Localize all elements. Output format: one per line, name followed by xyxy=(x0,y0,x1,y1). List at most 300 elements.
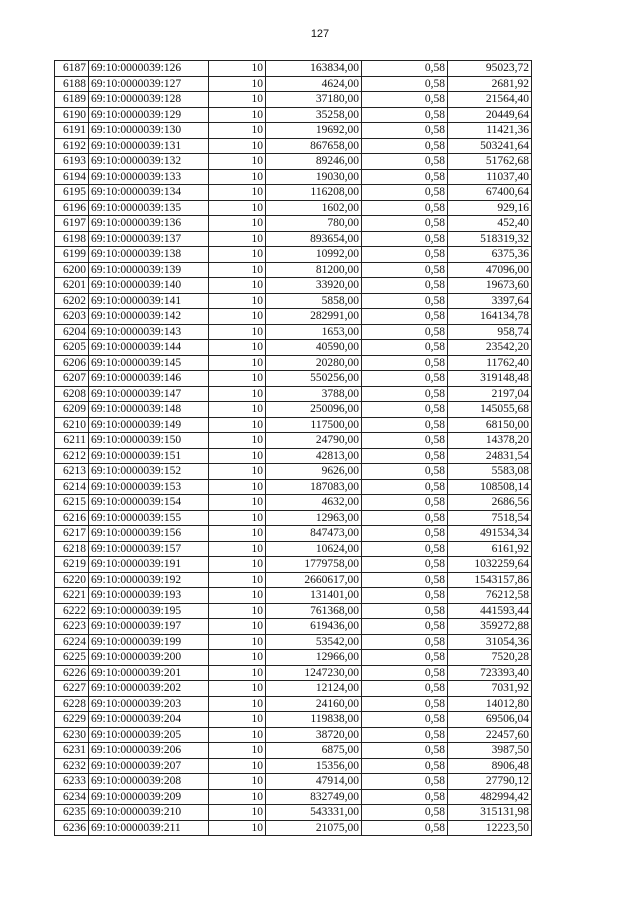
area-cell: 867658,00 xyxy=(266,138,362,154)
category-cell: 10 xyxy=(209,154,266,170)
area-cell: 12124,00 xyxy=(266,681,362,697)
rate-cell: 0,58 xyxy=(362,774,448,790)
rate-cell: 0,58 xyxy=(362,185,448,201)
amount-cell: 19673,60 xyxy=(448,278,532,294)
rate-cell: 0,58 xyxy=(362,200,448,216)
cadastral-number-cell: 69:10:0000039:137 xyxy=(89,231,209,247)
area-cell: 4624,00 xyxy=(266,76,362,92)
category-cell: 10 xyxy=(209,820,266,836)
category-cell: 10 xyxy=(209,789,266,805)
row-index-cell: 6226 xyxy=(55,665,89,681)
cadastral-number-cell: 69:10:0000039:139 xyxy=(89,262,209,278)
rate-cell: 0,58 xyxy=(362,650,448,666)
category-cell: 10 xyxy=(209,293,266,309)
area-cell: 250096,00 xyxy=(266,402,362,418)
cadastral-number-cell: 69:10:0000039:156 xyxy=(89,526,209,542)
row-index-cell: 6213 xyxy=(55,464,89,480)
rate-cell: 0,58 xyxy=(362,169,448,185)
area-cell: 21075,00 xyxy=(266,820,362,836)
category-cell: 10 xyxy=(209,355,266,371)
category-cell: 10 xyxy=(209,123,266,139)
area-cell: 38720,00 xyxy=(266,727,362,743)
cadastral-number-cell: 69:10:0000039:127 xyxy=(89,76,209,92)
category-cell: 10 xyxy=(209,76,266,92)
area-cell: 10624,00 xyxy=(266,541,362,557)
category-cell: 10 xyxy=(209,340,266,356)
amount-cell: 3397,64 xyxy=(448,293,532,309)
area-cell: 187083,00 xyxy=(266,479,362,495)
rate-cell: 0,58 xyxy=(362,681,448,697)
category-cell: 10 xyxy=(209,712,266,728)
area-cell: 3788,00 xyxy=(266,386,362,402)
category-cell: 10 xyxy=(209,278,266,294)
row-index-cell: 6205 xyxy=(55,340,89,356)
amount-cell: 2197,04 xyxy=(448,386,532,402)
cadastral-number-cell: 69:10:0000039:201 xyxy=(89,665,209,681)
cadastral-number-cell: 69:10:0000039:143 xyxy=(89,324,209,340)
row-index-cell: 6194 xyxy=(55,169,89,185)
category-cell: 10 xyxy=(209,324,266,340)
area-cell: 19692,00 xyxy=(266,123,362,139)
amount-cell: 11037,40 xyxy=(448,169,532,185)
table-row xyxy=(55,572,532,588)
category-cell: 10 xyxy=(209,758,266,774)
rate-cell: 0,58 xyxy=(362,262,448,278)
area-cell: 5858,00 xyxy=(266,293,362,309)
cadastral-number-cell: 69:10:0000039:134 xyxy=(89,185,209,201)
row-index-cell: 6224 xyxy=(55,634,89,650)
rate-cell: 0,58 xyxy=(362,216,448,232)
amount-cell: 21564,40 xyxy=(448,92,532,108)
table-row xyxy=(55,743,532,759)
cadastral-number-cell: 69:10:0000039:140 xyxy=(89,278,209,294)
amount-cell: 108508,14 xyxy=(448,479,532,495)
amount-cell: 76212,58 xyxy=(448,588,532,604)
area-cell: 832749,00 xyxy=(266,789,362,805)
cadastral-number-cell: 69:10:0000039:208 xyxy=(89,774,209,790)
amount-cell: 7031,92 xyxy=(448,681,532,697)
row-index-cell: 6187 xyxy=(55,61,89,77)
table-row xyxy=(55,309,532,325)
row-index-cell: 6212 xyxy=(55,448,89,464)
row-index-cell: 6222 xyxy=(55,603,89,619)
category-cell: 10 xyxy=(209,634,266,650)
row-index-cell: 6215 xyxy=(55,495,89,511)
rate-cell: 0,58 xyxy=(362,619,448,635)
cadastral-number-cell: 69:10:0000039:155 xyxy=(89,510,209,526)
amount-cell: 7518,54 xyxy=(448,510,532,526)
table-row xyxy=(55,495,532,511)
rate-cell: 0,58 xyxy=(362,712,448,728)
table-row xyxy=(55,727,532,743)
cadastral-number-cell: 69:10:0000039:141 xyxy=(89,293,209,309)
row-index-cell: 6192 xyxy=(55,138,89,154)
page-number: 127 xyxy=(310,28,330,40)
cadastral-number-cell: 69:10:0000039:192 xyxy=(89,572,209,588)
area-cell: 847473,00 xyxy=(266,526,362,542)
category-cell: 10 xyxy=(209,92,266,108)
area-cell: 40590,00 xyxy=(266,340,362,356)
area-cell: 81200,00 xyxy=(266,262,362,278)
category-cell: 10 xyxy=(209,603,266,619)
rate-cell: 0,58 xyxy=(362,758,448,774)
area-cell: 42813,00 xyxy=(266,448,362,464)
rate-cell: 0,58 xyxy=(362,541,448,557)
rate-cell: 0,58 xyxy=(362,526,448,542)
category-cell: 10 xyxy=(209,479,266,495)
amount-cell: 5583,08 xyxy=(448,464,532,480)
amount-cell: 145055,68 xyxy=(448,402,532,418)
rate-cell: 0,58 xyxy=(362,603,448,619)
area-cell: 282991,00 xyxy=(266,309,362,325)
row-index-cell: 6210 xyxy=(55,417,89,433)
table-row xyxy=(55,603,532,619)
table-row xyxy=(55,76,532,92)
category-cell: 10 xyxy=(209,371,266,387)
cadastral-number-cell: 69:10:0000039:132 xyxy=(89,154,209,170)
cadastral-number-cell: 69:10:0000039:153 xyxy=(89,479,209,495)
cadastral-number-cell: 69:10:0000039:133 xyxy=(89,169,209,185)
area-cell: 761368,00 xyxy=(266,603,362,619)
category-cell: 10 xyxy=(209,526,266,542)
category-cell: 10 xyxy=(209,495,266,511)
rate-cell: 0,58 xyxy=(362,510,448,526)
cadastral-number-cell: 69:10:0000039:204 xyxy=(89,712,209,728)
amount-cell: 2681,92 xyxy=(448,76,532,92)
area-cell: 6875,00 xyxy=(266,743,362,759)
area-cell: 893654,00 xyxy=(266,231,362,247)
rate-cell: 0,58 xyxy=(362,340,448,356)
rate-cell: 0,58 xyxy=(362,371,448,387)
category-cell: 10 xyxy=(209,417,266,433)
rate-cell: 0,58 xyxy=(362,433,448,449)
rate-cell: 0,58 xyxy=(362,92,448,108)
category-cell: 10 xyxy=(209,619,266,635)
cadastral-number-cell: 69:10:0000039:138 xyxy=(89,247,209,263)
rate-cell: 0,58 xyxy=(362,107,448,123)
cadastral-number-cell: 69:10:0000039:150 xyxy=(89,433,209,449)
amount-cell: 31054,36 xyxy=(448,634,532,650)
amount-cell: 6375,36 xyxy=(448,247,532,263)
table-row xyxy=(55,696,532,712)
table-row xyxy=(55,340,532,356)
table-row xyxy=(55,200,532,216)
amount-cell: 164134,78 xyxy=(448,309,532,325)
category-cell: 10 xyxy=(209,107,266,123)
rate-cell: 0,58 xyxy=(362,61,448,77)
table-row xyxy=(55,185,532,201)
amount-cell: 491534,34 xyxy=(448,526,532,542)
rate-cell: 0,58 xyxy=(362,247,448,263)
category-cell: 10 xyxy=(209,386,266,402)
table-row xyxy=(55,262,532,278)
category-cell: 10 xyxy=(209,247,266,263)
amount-cell: 69506,04 xyxy=(448,712,532,728)
category-cell: 10 xyxy=(209,696,266,712)
row-index-cell: 6206 xyxy=(55,355,89,371)
category-cell: 10 xyxy=(209,727,266,743)
amount-cell: 958,74 xyxy=(448,324,532,340)
row-index-cell: 6203 xyxy=(55,309,89,325)
category-cell: 10 xyxy=(209,448,266,464)
table-row xyxy=(55,278,532,294)
amount-cell: 51762,68 xyxy=(448,154,532,170)
amount-cell: 6161,92 xyxy=(448,541,532,557)
area-cell: 543331,00 xyxy=(266,805,362,821)
row-index-cell: 6191 xyxy=(55,123,89,139)
rate-cell: 0,58 xyxy=(362,479,448,495)
area-cell: 20280,00 xyxy=(266,355,362,371)
rate-cell: 0,58 xyxy=(362,820,448,836)
cadastral-number-cell: 69:10:0000039:202 xyxy=(89,681,209,697)
table-row xyxy=(55,758,532,774)
cadastral-number-cell: 69:10:0000039:195 xyxy=(89,603,209,619)
rate-cell: 0,58 xyxy=(362,293,448,309)
amount-cell: 359272,88 xyxy=(448,619,532,635)
cadastral-number-cell: 69:10:0000039:129 xyxy=(89,107,209,123)
cadastral-number-cell: 69:10:0000039:210 xyxy=(89,805,209,821)
row-index-cell: 6225 xyxy=(55,650,89,666)
category-cell: 10 xyxy=(209,588,266,604)
table-row xyxy=(55,386,532,402)
cadastral-number-cell: 69:10:0000039:203 xyxy=(89,696,209,712)
category-cell: 10 xyxy=(209,774,266,790)
rate-cell: 0,58 xyxy=(362,154,448,170)
area-cell: 131401,00 xyxy=(266,588,362,604)
row-index-cell: 6229 xyxy=(55,712,89,728)
cadastral-number-cell: 69:10:0000039:197 xyxy=(89,619,209,635)
area-cell: 780,00 xyxy=(266,216,362,232)
rate-cell: 0,58 xyxy=(362,805,448,821)
table-row xyxy=(55,293,532,309)
row-index-cell: 6221 xyxy=(55,588,89,604)
rate-cell: 0,58 xyxy=(362,386,448,402)
row-index-cell: 6193 xyxy=(55,154,89,170)
table-row xyxy=(55,92,532,108)
rate-cell: 0,58 xyxy=(362,464,448,480)
amount-cell: 441593,44 xyxy=(448,603,532,619)
row-index-cell: 6208 xyxy=(55,386,89,402)
area-cell: 24160,00 xyxy=(266,696,362,712)
rate-cell: 0,58 xyxy=(362,557,448,573)
row-index-cell: 6216 xyxy=(55,510,89,526)
table-row xyxy=(55,774,532,790)
amount-cell: 452,40 xyxy=(448,216,532,232)
cadastral-number-cell: 69:10:0000039:199 xyxy=(89,634,209,650)
amount-cell: 503241,64 xyxy=(448,138,532,154)
category-cell: 10 xyxy=(209,216,266,232)
row-index-cell: 6196 xyxy=(55,200,89,216)
row-index-cell: 6200 xyxy=(55,262,89,278)
amount-cell: 11762,40 xyxy=(448,355,532,371)
cadastral-number-cell: 69:10:0000039:205 xyxy=(89,727,209,743)
category-cell: 10 xyxy=(209,433,266,449)
row-index-cell: 6231 xyxy=(55,743,89,759)
table-row xyxy=(55,557,532,573)
table-row xyxy=(55,402,532,418)
table-row xyxy=(55,247,532,263)
table-row xyxy=(55,371,532,387)
table-row xyxy=(55,355,532,371)
category-cell: 10 xyxy=(209,61,266,77)
category-cell: 10 xyxy=(209,309,266,325)
area-cell: 4632,00 xyxy=(266,495,362,511)
cadastral-number-cell: 69:10:0000039:135 xyxy=(89,200,209,216)
amount-cell: 723393,40 xyxy=(448,665,532,681)
area-cell: 10992,00 xyxy=(266,247,362,263)
cadastral-number-cell: 69:10:0000039:191 xyxy=(89,557,209,573)
table-row xyxy=(55,665,532,681)
row-index-cell: 6198 xyxy=(55,231,89,247)
rate-cell: 0,58 xyxy=(362,138,448,154)
table-row xyxy=(55,464,532,480)
rate-cell: 0,58 xyxy=(362,355,448,371)
cadastral-number-cell: 69:10:0000039:157 xyxy=(89,541,209,557)
table-row xyxy=(55,433,532,449)
cadastral-number-cell: 69:10:0000039:209 xyxy=(89,789,209,805)
row-index-cell: 6220 xyxy=(55,572,89,588)
rate-cell: 0,58 xyxy=(362,572,448,588)
table-row xyxy=(55,216,532,232)
row-index-cell: 6207 xyxy=(55,371,89,387)
category-cell: 10 xyxy=(209,262,266,278)
table-row xyxy=(55,231,532,247)
row-index-cell: 6219 xyxy=(55,557,89,573)
amount-cell: 929,16 xyxy=(448,200,532,216)
rate-cell: 0,58 xyxy=(362,231,448,247)
amount-cell: 3987,50 xyxy=(448,743,532,759)
area-cell: 24790,00 xyxy=(266,433,362,449)
area-cell: 12966,00 xyxy=(266,650,362,666)
amount-cell: 7520,28 xyxy=(448,650,532,666)
table-row xyxy=(55,526,532,542)
cadastral-number-cell: 69:10:0000039:149 xyxy=(89,417,209,433)
area-cell: 33920,00 xyxy=(266,278,362,294)
rate-cell: 0,58 xyxy=(362,417,448,433)
table-row xyxy=(55,154,532,170)
cadastral-number-cell: 69:10:0000039:193 xyxy=(89,588,209,604)
amount-cell: 11421,36 xyxy=(448,123,532,139)
table-row xyxy=(55,619,532,635)
category-cell: 10 xyxy=(209,510,266,526)
row-index-cell: 6236 xyxy=(55,820,89,836)
table-body xyxy=(55,61,532,836)
amount-cell: 319148,48 xyxy=(448,371,532,387)
table-row xyxy=(55,820,532,836)
cadastral-number-cell: 69:10:0000039:145 xyxy=(89,355,209,371)
cadastral-number-cell: 69:10:0000039:130 xyxy=(89,123,209,139)
rate-cell: 0,58 xyxy=(362,123,448,139)
table-row xyxy=(55,169,532,185)
row-index-cell: 6211 xyxy=(55,433,89,449)
table-row xyxy=(55,634,532,650)
cadastral-number-cell: 69:10:0000039:200 xyxy=(89,650,209,666)
area-cell: 1602,00 xyxy=(266,200,362,216)
table-row xyxy=(55,479,532,495)
table-row xyxy=(55,541,532,557)
amount-cell: 47096,00 xyxy=(448,262,532,278)
table-row xyxy=(55,588,532,604)
amount-cell: 24831,54 xyxy=(448,448,532,464)
row-index-cell: 6235 xyxy=(55,805,89,821)
amount-cell: 518319,32 xyxy=(448,231,532,247)
category-cell: 10 xyxy=(209,650,266,666)
category-cell: 10 xyxy=(209,557,266,573)
table-row xyxy=(55,107,532,123)
area-cell: 119838,00 xyxy=(266,712,362,728)
rate-cell: 0,58 xyxy=(362,324,448,340)
row-index-cell: 6209 xyxy=(55,402,89,418)
amount-cell: 482994,42 xyxy=(448,789,532,805)
rate-cell: 0,58 xyxy=(362,588,448,604)
area-cell: 1247230,00 xyxy=(266,665,362,681)
table-row xyxy=(55,123,532,139)
cadastral-number-cell: 69:10:0000039:131 xyxy=(89,138,209,154)
cadastral-number-cell: 69:10:0000039:211 xyxy=(89,820,209,836)
area-cell: 1779758,00 xyxy=(266,557,362,573)
row-index-cell: 6202 xyxy=(55,293,89,309)
table-row xyxy=(55,712,532,728)
amount-cell: 68150,00 xyxy=(448,417,532,433)
cadastral-number-cell: 69:10:0000039:128 xyxy=(89,92,209,108)
cadastral-number-cell: 69:10:0000039:207 xyxy=(89,758,209,774)
table-row xyxy=(55,61,532,77)
rate-cell: 0,58 xyxy=(362,402,448,418)
cadastral-number-cell: 69:10:0000039:148 xyxy=(89,402,209,418)
row-index-cell: 6223 xyxy=(55,619,89,635)
row-index-cell: 6201 xyxy=(55,278,89,294)
row-index-cell: 6214 xyxy=(55,479,89,495)
category-cell: 10 xyxy=(209,572,266,588)
category-cell: 10 xyxy=(209,402,266,418)
area-cell: 2660617,00 xyxy=(266,572,362,588)
category-cell: 10 xyxy=(209,138,266,154)
area-cell: 15356,00 xyxy=(266,758,362,774)
row-index-cell: 6199 xyxy=(55,247,89,263)
category-cell: 10 xyxy=(209,681,266,697)
category-cell: 10 xyxy=(209,743,266,759)
area-cell: 19030,00 xyxy=(266,169,362,185)
area-cell: 89246,00 xyxy=(266,154,362,170)
table-row xyxy=(55,789,532,805)
row-index-cell: 6233 xyxy=(55,774,89,790)
row-index-cell: 6190 xyxy=(55,107,89,123)
area-cell: 35258,00 xyxy=(266,107,362,123)
amount-cell: 22457,60 xyxy=(448,727,532,743)
area-cell: 47914,00 xyxy=(266,774,362,790)
row-index-cell: 6204 xyxy=(55,324,89,340)
rate-cell: 0,58 xyxy=(362,76,448,92)
cadastral-number-cell: 69:10:0000039:142 xyxy=(89,309,209,325)
row-index-cell: 6188 xyxy=(55,76,89,92)
category-cell: 10 xyxy=(209,231,266,247)
rate-cell: 0,58 xyxy=(362,665,448,681)
row-index-cell: 6232 xyxy=(55,758,89,774)
category-cell: 10 xyxy=(209,185,266,201)
area-cell: 619436,00 xyxy=(266,619,362,635)
table-row xyxy=(55,805,532,821)
table-row xyxy=(55,324,532,340)
cadastral-number-cell: 69:10:0000039:154 xyxy=(89,495,209,511)
area-cell: 550256,00 xyxy=(266,371,362,387)
area-cell: 163834,00 xyxy=(266,61,362,77)
area-cell: 9626,00 xyxy=(266,464,362,480)
rate-cell: 0,58 xyxy=(362,309,448,325)
cadastral-number-cell: 69:10:0000039:206 xyxy=(89,743,209,759)
rate-cell: 0,58 xyxy=(362,634,448,650)
row-index-cell: 6230 xyxy=(55,727,89,743)
table-row xyxy=(55,650,532,666)
